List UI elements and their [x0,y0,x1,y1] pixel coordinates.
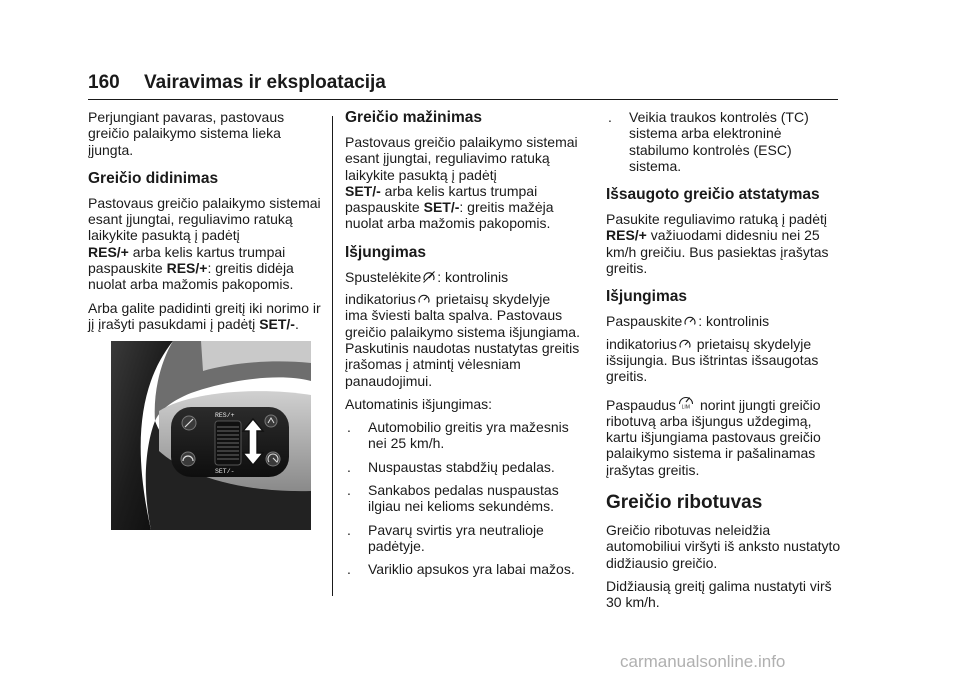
switch-off2-paragraph [606,336,842,385]
bullet: . [608,109,612,125]
restore-paragraph [606,211,842,276]
intro-paragraph: Perjungiant pavaras, pastovaus greičio palaikymo sistema lieka įjungta. [88,109,285,158]
chapter-title: Vairavimas ir eksploatacija [144,72,386,93]
heading-speed-increase: Greičio didinimas [88,169,219,187]
text-run: : greitis mažėja nuolat arba mažomis pakopomis. [345,199,554,232]
list-item [345,561,581,577]
list-item [606,109,842,174]
text-run: norint įjungti greičio [696,396,821,413]
bold-set: SET/- [259,315,295,332]
heading-speed-decrease: Greičio mažinimas [345,109,482,126]
text-run: Pastovaus greičio palaikymo sistemai esant įjungtai, reguliavimo ratuką laikykite pasuktą į padėtį [345,134,578,183]
bullet: . [347,521,351,538]
list-item [345,482,581,515]
column-divider [332,116,333,596]
cruise-indicator-icon [417,292,431,306]
heading-switch-off: Išjungimas [345,243,426,261]
column-1 [88,109,324,339]
heading-switch-off-2: Išjungimas [606,288,687,306]
bullet: . [347,419,351,436]
text-run: : kontrolinis [437,268,509,285]
label-set-minus: SET/- [215,468,235,475]
column-3 [606,109,842,618]
switch-off-paragraph [345,291,581,389]
bullet: . [347,561,351,578]
column-2 [345,109,581,585]
header-rule [88,99,838,100]
text-run: išsijungia. Bus ištrintas išsaugotas greitis. [606,351,819,385]
svg-text:LIM: LIM [681,404,691,410]
page-number: 160 [88,72,120,93]
heading-restore-speed: Išsaugoto greičio atstatymas [606,186,820,204]
text-run: : greitis didėja nuolat arba mažomis pakopomis. [88,260,294,293]
bullet: . [347,458,351,475]
bold-set: SET/- [345,182,381,199]
steering-wheel-controls-illustration [111,341,311,530]
speed-limiter-icon [677,392,695,410]
increase-paragraph-2 [88,300,324,333]
cruise-off-icon [422,270,436,284]
list-item-text: Variklio apsukos yra labai mažos. [368,561,575,578]
list-item [345,522,581,555]
text-run: Paspaudus [606,396,677,413]
text-run: Arba galite padidinti greitį iki norimo ir jį įrašyti pasukdami į padėtį [88,299,321,332]
list-item-text: Automobilio greitis yra mažesnis nei 25 km/h. [368,419,569,452]
cruise-icon [683,314,697,328]
limiter-paragraph-2: Didžiausią greitį galima nustatyti virš 30 km/h. [606,577,832,611]
text-run: indikatorius [606,335,677,352]
text-run: : kontrolinis [698,313,770,330]
decrease-paragraph [345,134,581,232]
bold-res: RES/+ [606,227,647,244]
bold-res: RES/+ [88,243,129,260]
list-item-text: Nuspaustas stabdžių pedalas. [368,458,555,475]
page-header [88,72,838,102]
text-run: Paspauskite [606,313,683,330]
text-run: prietaisų skydelyje [692,335,812,352]
limiter-paragraph-1: Greičio ribotuvas neleidžia automobiliui viršyti iš anksto nustatyto didžiausio greičio. [606,522,841,571]
auto-off-list-continued [606,109,842,174]
auto-off-label: Automatinis išjungimas: [345,395,493,412]
list-item-text: Pavarų svirtis yra neutralioje padėtyje. [368,521,544,554]
adaptive-button [265,415,277,427]
switch-off2-line-1 [606,313,842,329]
list-item-text: Sankabos pedalas nuspaustas ilgiau nei kelioms sekundėms. [368,482,559,515]
text-run: Spustelėkite [345,268,422,285]
text-run: važiuodami didesniu nei 25 km/h greičiu. Bus pasiektas įrašytas greitis. [606,227,829,277]
text-run: ima šviesti balta spalva. Pastovaus greičio palaikymo sistema išjungiama. Paskutinis naudotas nustatytas greitis įrašomas į atmintį vėlesniam panaudojimui. [345,307,580,389]
auto-off-list [345,419,581,577]
text-run: arba kelis kartus trumpai paspauskite [345,182,538,216]
text-run: ribotuvą arba išjungus uždegimą, kartu išjungiama pastovaus greičio palaikymo sistema ir pašalinamas įrašytas greitis. [606,412,821,478]
label-res-plus: RES/+ [215,412,235,419]
list-item [345,459,581,475]
cruise-indicator-icon [678,337,692,351]
list-item [345,419,581,452]
text-run: . [294,315,299,332]
text-run: prietaisų skydelyje [431,291,551,308]
heading-speed-limiter: Greičio ribotuvas [606,492,763,514]
increase-paragraph-1 [88,195,324,293]
bold-set: SET/- [423,199,460,216]
switch-off-line-1 [345,269,581,285]
watermark: carmanualsonline.info [620,652,786,671]
text-run: indikatorius [345,291,416,308]
bullet: . [347,482,351,499]
text-run: Pasukite reguliavimo ratuką į padėtį [606,211,828,228]
text-run: arba kelis kartus trumpai paspauskite [88,243,286,277]
limiter-press-paragraph [606,392,842,478]
list-item-text: Veikia traukos kontrolės (TC) sistema arba elektroninė stabilumo kontrolės (ESC) sistema. [629,109,809,174]
bold-res: RES/+ [166,260,208,277]
text-run: Pastovaus greičio palaikymo sistemai esant įjungtai, reguliavimo ratuką laikykite pasuktą į padėtį [88,194,321,244]
